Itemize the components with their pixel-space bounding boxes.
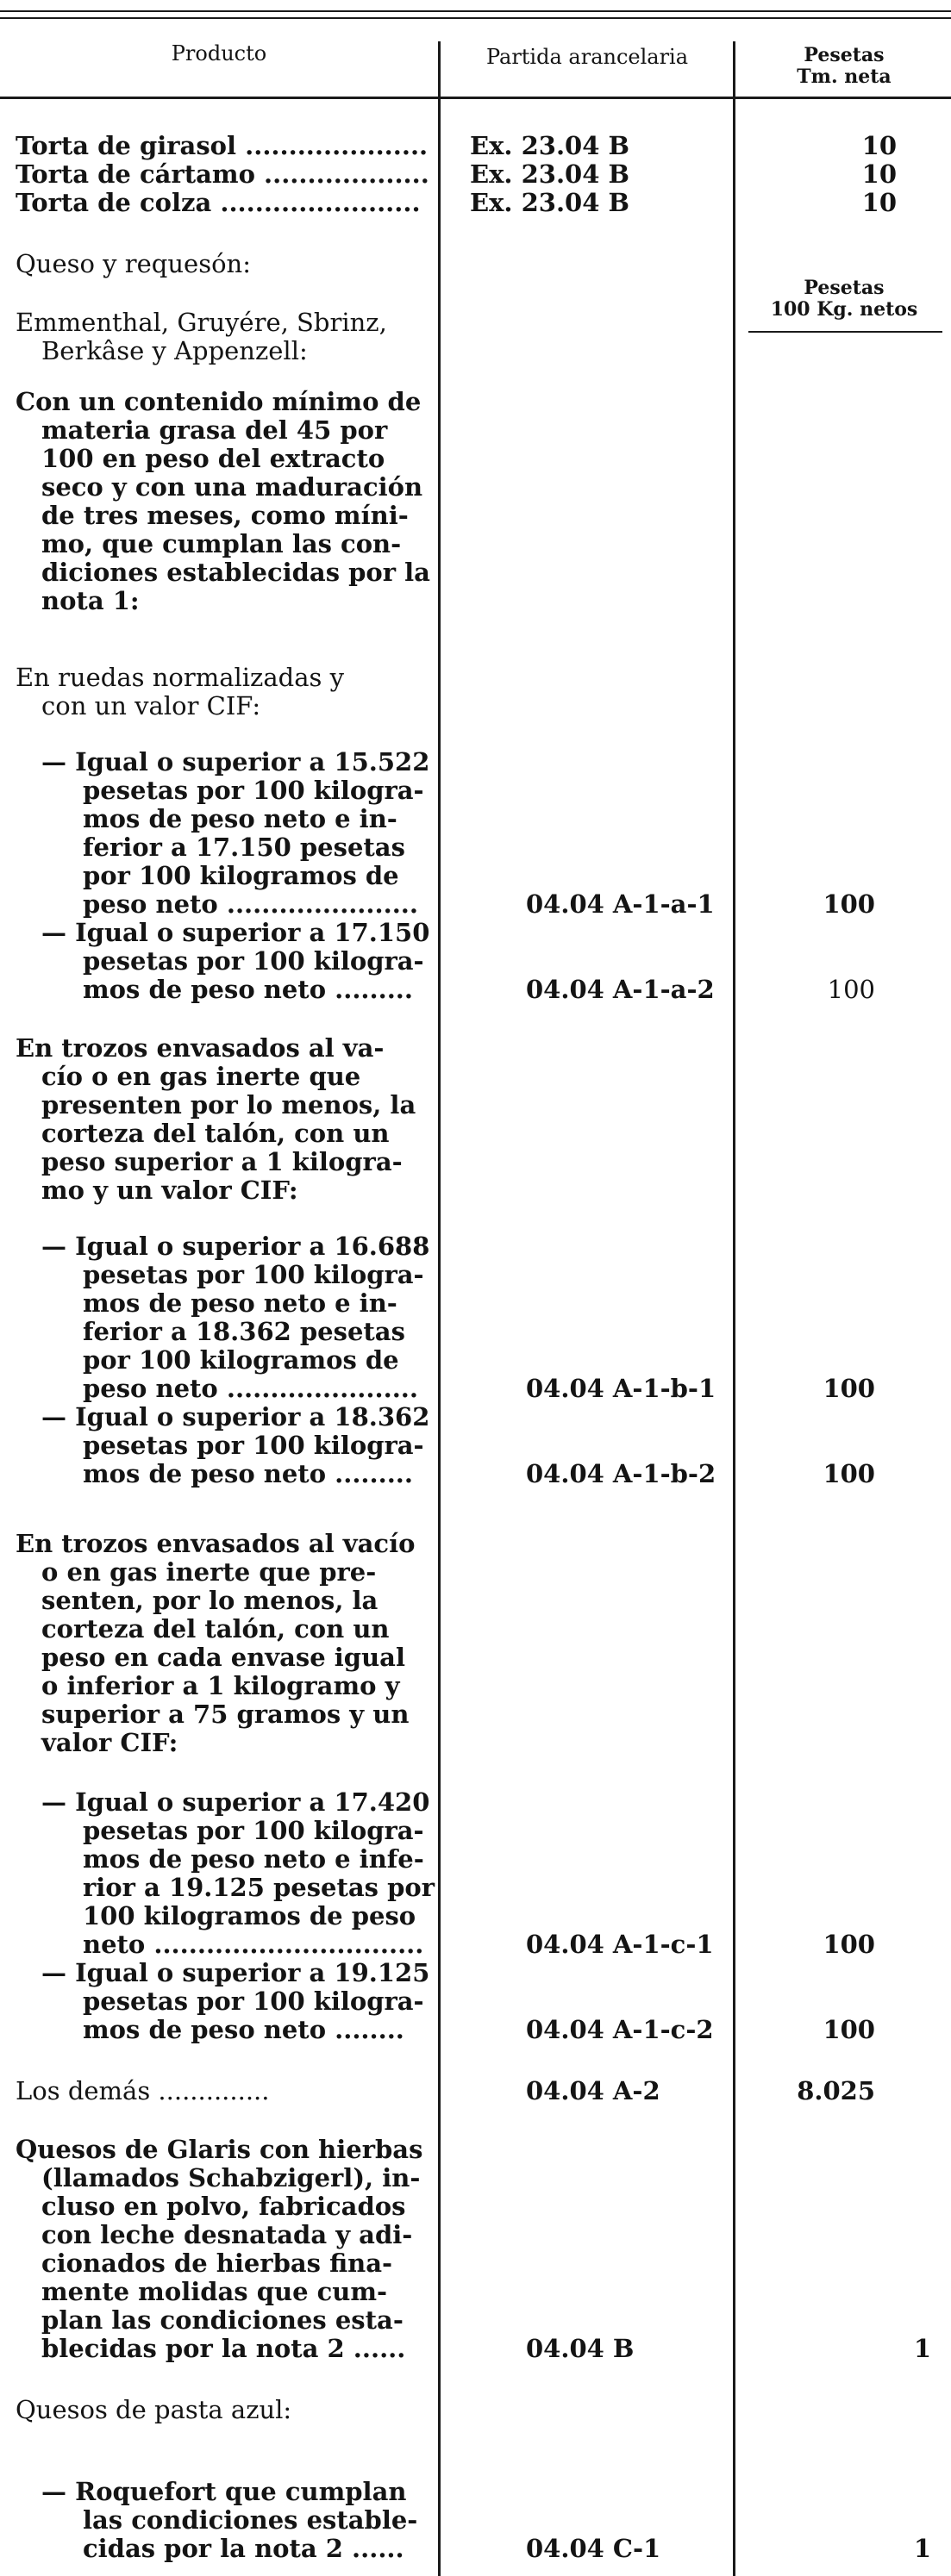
text-line: con leche desnatada y adi- [41,2220,413,2249]
text-line: corteza del talón, con un [41,1119,390,1148]
value-cell: 100 [827,975,875,1004]
text-line: cidas por la nota 2 ...... [83,2534,404,2563]
text-line: mos de peso neto ......... [83,1459,414,1488]
text-line: pesetas por 100 kilogra- [83,1431,424,1460]
text-line: peso neto ...................... [83,889,418,919]
text-line: plan las condiciones esta- [41,2305,404,2335]
header-unit-line-2: Tm. neta [797,65,892,88]
product-cell [16,2478,431,2563]
text-line: o en gas inerte que pre- [41,1557,377,1587]
text-line: En trozos envasados al vacío [16,1529,416,1558]
text-line: Quesos de pasta azul: [16,2395,292,2424]
text-line: Los demás .............. [16,2076,270,2105]
tariff-code: Ex. 23.04 B [470,159,630,189]
product-cell [16,1530,431,1757]
text-line: nota 1: [41,586,140,615]
value-cell: 100 [823,2015,875,2044]
text-line: neto ............................... [83,1930,424,1959]
text-line: cío o en gas inerte que [41,1062,361,1091]
value-cell: 100 [823,1930,875,1959]
text-line: 100 en peso del extracto [41,444,385,473]
text-line: mente molidas que cum- [41,2277,388,2306]
value-cell: 1 [913,2534,931,2563]
text-line: Queso y requesón: [16,249,251,278]
top-rule-1 [0,10,951,12]
text-line: pesetas por 100 kilogra- [83,946,424,976]
product-cell [16,664,431,720]
value-cell: 8.025 [797,2076,875,2105]
text-line: Quesos de Glaris con hierbas [16,2135,423,2164]
product-cell [16,309,431,365]
text-line: blecidas por la nota 2 ...... [41,2334,406,2363]
product-cell [16,132,431,160]
product-cell [16,748,431,919]
text-line: mos de peso neto e in- [83,804,397,833]
value-cell: 100 [823,1459,875,1488]
tariff-code: 04.04 A-1-b-1 [526,1374,716,1403]
text-line: seco y con una maduración [41,472,423,502]
text-line: peso en cada envase igual [41,1643,405,1672]
text-line: cluso en polvo, fabricados [41,2192,406,2221]
header-rule [0,97,951,99]
text-line: Berkâse y Appenzell: [41,336,308,365]
text-line: Con un contenido mínimo de [16,387,422,416]
text-line: con un valor CIF: [41,691,261,720]
tariff-code: 04.04 B [526,2334,635,2363]
tariff-code: 04.04 A-1-c-2 [526,2015,714,2044]
product-cell [16,1403,431,1488]
text-line: pesetas por 100 kilogra- [83,1816,424,1845]
text-line: peso neto ...................... [83,1374,418,1403]
product-cell [16,2136,431,2363]
text-line: de tres meses, como míni- [41,501,409,530]
product-cell [16,160,431,189]
text-line: mo, que cumplan las con- [41,529,402,558]
text-line: las condiciones estable- [83,2505,418,2535]
tariff-code: Ex. 23.04 B [470,131,630,160]
text-line: por 100 kilogramos de [83,861,399,890]
text-line: rior a 19.125 pesetas por [83,1873,435,1902]
text-line: mo y un valor CIF: [41,1176,298,1205]
text-line: cionados de hierbas fina- [41,2249,393,2278]
text-line: En trozos envasados al va- [16,1033,385,1063]
text-line: — Igual o superior a 18.362 [41,1402,430,1431]
text-line: (llamados Schabzigerl), in- [41,2163,421,2192]
section-heading [16,250,431,278]
value-cell: 100 [823,889,875,919]
header-product: Producto [171,41,267,65]
top-rule-2 [0,17,951,19]
text-line: — Igual o superior a 17.150 [41,918,430,947]
value-cell: 10 [861,188,897,217]
text-line: o inferior a 1 kilogramo y [41,1671,400,1700]
text-line: En ruedas normalizadas y [16,663,344,692]
subheader-unit-line-2: 100 Kg. netos [770,298,918,321]
text-line: corteza del talón, con un [41,1614,390,1644]
text-line: — Igual o superior a 19.125 [41,1958,430,1987]
text-line: Torta de colza ....................... [16,188,421,217]
product-cell [16,919,431,1004]
product-cell [16,388,431,615]
column-divider-1 [438,41,441,2576]
text-line: peso superior a 1 kilogra- [41,1147,403,1176]
text-line: — Igual o superior a 17.420 [41,1787,430,1817]
tariff-code: 04.04 A-1-a-2 [526,975,715,1004]
text-line: materia grasa del 45 por [41,415,388,445]
text-line: Torta de girasol ..................... [16,131,429,160]
value-cell: 100 [823,1374,875,1403]
section-heading [16,2396,431,2424]
value-cell: 10 [861,131,897,160]
product-cell [16,189,431,217]
text-line: mos de peso neto ......... [83,975,414,1004]
text-line: mos de peso neto ........ [83,2015,404,2044]
text-line: mos de peso neto e infe- [83,1844,424,1874]
product-cell [16,1232,431,1403]
text-line: Emmenthal, Gruyére, Sbrinz, [16,308,387,337]
text-line: ferior a 18.362 pesetas [83,1317,405,1346]
value-cell: 1 [913,2334,931,2363]
text-line: presenten por lo menos, la [41,1090,416,1120]
tariff-code: 04.04 A-1-c-1 [526,1930,714,1959]
text-line: pesetas por 100 kilogra- [83,1260,424,1289]
text-line: valor CIF: [41,1728,178,1757]
tariff-code: 04.04 A-1-b-2 [526,1459,716,1488]
text-line: senten, por lo menos, la [41,1586,379,1615]
product-cell [16,1034,431,1205]
text-line: diciones establecidas por la [41,558,430,587]
header-tariff: Partida arancelaria [485,45,689,69]
product-cell [16,2077,431,2105]
subheader-unit-line-1: Pesetas [804,277,885,299]
product-cell [16,1959,431,2044]
text-line: por 100 kilogramos de [83,1345,399,1375]
text-line: — Igual o superior a 15.522 [41,747,430,777]
product-cell [16,1787,435,1959]
text-line: superior a 75 gramos y un [41,1700,410,1729]
header-unit-line-1: Pesetas [804,44,885,66]
tariff-code: 04.04 A-1-a-1 [526,889,715,919]
text-line: ferior a 17.150 pesetas [83,833,405,862]
subheader-rule [748,331,942,333]
text-line: mos de peso neto e in- [83,1288,397,1318]
tariff-code: Ex. 23.04 B [470,188,630,217]
text-line: — Roquefort que cumplan [41,2477,407,2506]
tariff-code: 04.04 A-2 [526,2076,660,2105]
text-line: pesetas por 100 kilogra- [83,1987,424,2016]
value-cell: 10 [861,159,897,189]
tariff-code: 04.04 C-1 [526,2534,661,2563]
text-line: Torta de cártamo ................... [16,159,429,189]
text-line: 100 kilogramos de peso [83,1901,416,1930]
text-line: pesetas por 100 kilogra- [83,776,424,805]
text-line: — Igual o superior a 16.688 [41,1232,430,1261]
column-divider-2 [733,41,735,2576]
